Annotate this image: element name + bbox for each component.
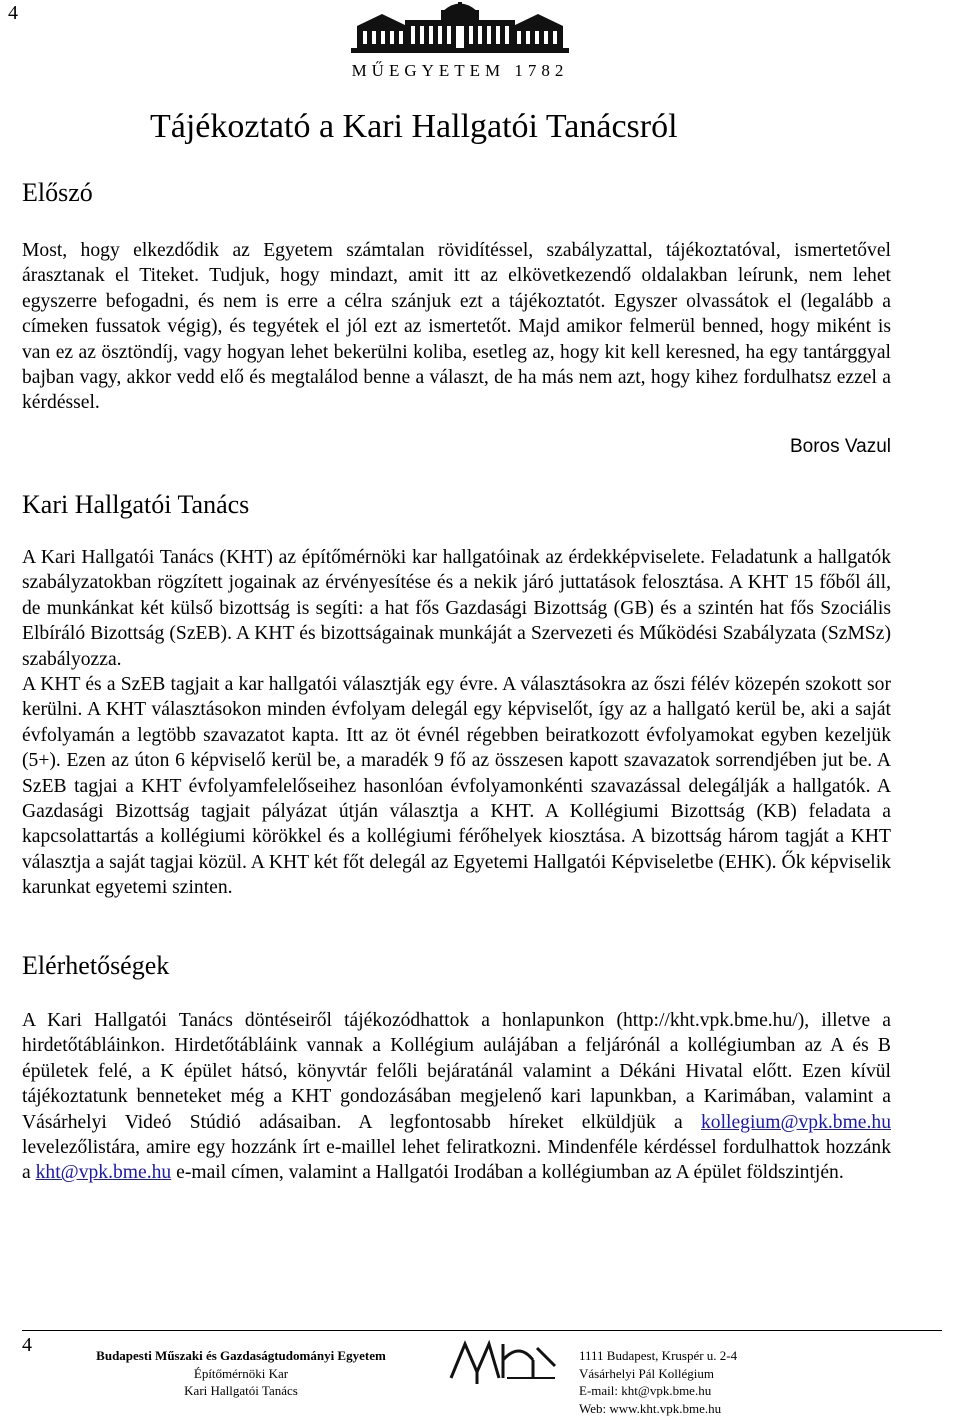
kht-email-link[interactable]: kht@vpk.bme.hu [36,1162,172,1183]
footer-council: Kari Hallgatói Tanács [60,1382,422,1400]
footer-institution [60,1347,422,1400]
footer-divider [22,1330,942,1331]
preface-paragraph: Most, hogy elkezdődik az Egyetem számtalan rövidítéssel, szabályzattal, tájékoztatóval, ismertetővel árasztanak el Titeket. Tudjuk, hogy mindazt, amit itt az elkövetkezendő oldalakban leírunk, nem lehet egyszerre befogadni, és nem is erre a célra szánjuk ezt a tájékoztatót. Egyszer olvassátok el (legalább a címeken fussatok végig), és tegyétek el jól ezt az ismertetőt. Majd amikor felmerül benned, hogy miként is van ez az ösztöndíj, vagy hogyan lehet bekerülni koliba, esetleg az, hogy kit kell keresned, ha egy tantárggyal bajban vagy, akkor vedd elő és megtalálod benne a választ, de ha más nem azt, hogy kihez fordulhatsz ezzel a kérdéssel. [22,238,891,416]
footer-university: Budapesti Műszaki és Gazdaságtudományi Egyetem [60,1347,422,1365]
contacts-text-1: A Kari Hallgatói Tanács döntéseiről tájékozódhattok a honlapunkon (http://kht.vpk.bme.hu/), illetve a hirdetőtábláinkon. Hirdetőtábláink vannak a Kollégium aulájában a feljárónál a kollégiumban az A és B épületek felé, a K épület hátsó, könyvtár felőli bejáratánál valamint a Dékáni Hivatal előtt. Ezen kívül tájékoztatunk benneteket még a KHT gondozásában megjelenő kari lapunkban, a Karimában, valamint a Vásárhelyi Videó Stúdió adásaiban. A legfontosabb híreket elküldjük a [22,1010,891,1133]
footer-page-number: 4 [22,1334,32,1357]
university-logo [330,2,590,81]
contacts-heading: Elérhetőségek [22,951,169,981]
contacts-text-3: e-mail címen, valamint a Hallgatói Irodában a kollégiumban az A épület földszintjén. [171,1162,844,1183]
logo-text: MŰEGYETEM 1782 [330,61,590,81]
contacts-paragraph [22,1008,891,1186]
footer-address: 1111 Budapest, Kruspér u. 2-4 [579,1347,737,1365]
preface-heading: Előszó [22,178,93,208]
kht-paragraph-2: A KHT és a SzEB tagjait a kar hallgatói választják egy évre. A választásokra az őszi félév közepén szokott sor kerülni. A KHT választásokon minden évfolyam delegál egy képviselőt, így az a hallgató kerül be, aki a saját évfolyamán a legtöbb szavazatot kapta. Itt az öt évnél régebben beiratkozott évfolyamokat egyben kezeljük (5+). Ezen az úton 6 képviselő kerül be, a maradék 9 fő az összesen kapott szavazatok sorrendjében jut be. A SzEB tagjai a KHT évfolyamfelelőseihez hasonlóan évfolyamonkénti szavazással delegálják a hallgatók. A Gazdasági Bizottság tagjait pályázat útján választja a KHT. A Kollégiumi Bizottság (KB) feladata a kapcsolattartás a kollégiumi körökkel és a kollégiumi férőhelyek kiosztása. A bizottság három tagját a KHT választja a saját tagjai közül. A KHT két főt delegál az Egyetemi Hallgatói Képviseletbe (EHK). Ők képviselik karunkat egyetemi szinten. [22,672,891,901]
footer-email: E-mail: kht@vpk.bme.hu [579,1382,737,1400]
mailing-list-link[interactable]: kollegium@vpk.bme.hu [701,1112,891,1133]
footer-logo [447,1338,559,1391]
kht-heading: Kari Hallgatói Tanács [22,490,249,520]
university-building-logo-icon [349,2,571,54]
signature: Boros Vazul [790,436,891,458]
footer-contact [579,1347,737,1417]
footer-web: Web: www.kht.vpk.bme.hu [579,1400,737,1417]
page-number: 4 [8,2,18,25]
page-title: Tájékoztató a Kari Hallgatói Tanácsról [150,108,678,146]
contacts-text-2: levelezőlistára, amire egy hozzánk írt e-maillel lehet feliratkozni. Mindenféle kérdéssel fordulhattok hozzánk a [22,1137,891,1183]
footer-dormitory: Vásárhelyi Pál Kollégium [579,1365,737,1383]
faculty-logo-icon [447,1338,559,1386]
kht-paragraph-1: A Kari Hallgatói Tanács (KHT) az építőmérnöki kar hallgatóinak az érdekképviselete. Feladatunk a hallgatók szabályzatokban rögzített jogainak az érvényesítése és a nekik járó juttatások felosztása. A KHT 15 főből áll, de munkánkat két külső bizottság is segíti: a hat fős Gazdasági Bizottság (GB) és a szintén hat fős Szociális Elbíráló Bizottság (SzEB). A KHT és bizottságainak munkáját a Szervezeti és Működési Szabályzata (SzMSz) szabályozza. [22,545,891,672]
footer-faculty: Építőmérnöki Kar [60,1365,422,1383]
